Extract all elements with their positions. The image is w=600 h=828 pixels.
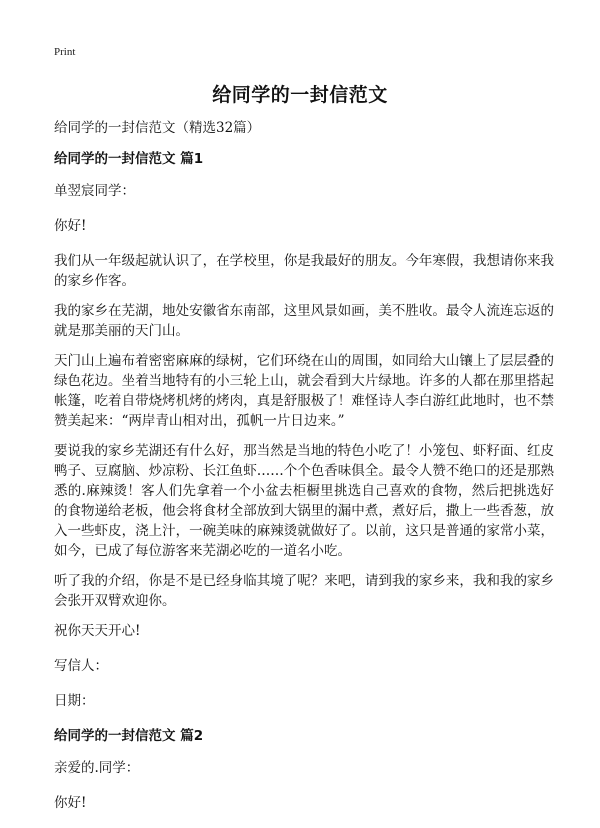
letter-date: 日期： [54,693,95,709]
letter-greeting-2: 亲爱的.同学： [54,760,140,776]
letter-sender: 写信人： [54,658,108,674]
letter-closing: 祝你天天开心! [54,623,141,639]
document-body [54,118,554,828]
letter-hello: 你好! [54,218,87,234]
paragraph-1: 我们从一年级起就认识了，在学校里，你是我最好的朋友。今年寒假，我想请你来我的家乡作客。 [54,253,554,289]
section-heading-1: 给同学的一封信范文 篇1 [54,151,204,167]
paragraph-5: 听了我的介绍，你是不是已经身临其境了呢？来吧，请到我的家乡来，我和我的家乡会张开双臂欢迎你。 [54,573,554,609]
print-label[interactable]: Print [54,46,76,58]
paragraph-2: 我的家乡在芜湖，地处安徽省东南部，这里风景如画，美不胜收。最令人流连忘返的就是那美丽的天门山。 [54,303,554,339]
paragraph-4: 要说我的家乡芜湖还有什么好，那当然是当地的特色小吃了！小笼包、虾籽面、红皮鸭子、豆腐脑、炒凉粉、长江鱼虾……个个色香味俱全。最令人赞不绝口的还是那熟悉的.麻辣烫！客人们先拿着一个小盆去柜橱里挑选自己喜欢的食物，然后把挑选好的食物递给老板，他会将食材全部放到大锅里的漏中煮，煮好后，撒上一些香葱，放入一些虾皮，浇上汁，一碗美味的麻辣烫就做好了。以前，这只是普通的家常小菜，如今，已成了每位游客来芜湖必吃的一道名小吃。 [54,443,554,559]
letter-hello-2: 你好! [54,795,87,811]
paragraph-3: 天门山上遍布着密密麻麻的绿树，它们环绕在山的周围，如同给大山镶上了层层叠的绿色花边。坐着当地特有的小三轮上山，就会看到大片绿地。许多的人都在那里搭起帐篷，吃着自带烧烤机烤的烤肉，真是舒服极了！难怪诗人李白游红此地时，也不禁赞美起来：“两岸青山相对出，孤帆一片日边来。” [54,353,554,429]
section-heading-2: 给同学的一封信范文 篇2 [54,728,204,744]
document-subtitle: 给同学的一封信范文（精选32篇） [54,120,261,136]
letter-greeting: 单翌宸同学： [54,183,135,199]
document-title: 给同学的一封信范文 [212,84,388,106]
